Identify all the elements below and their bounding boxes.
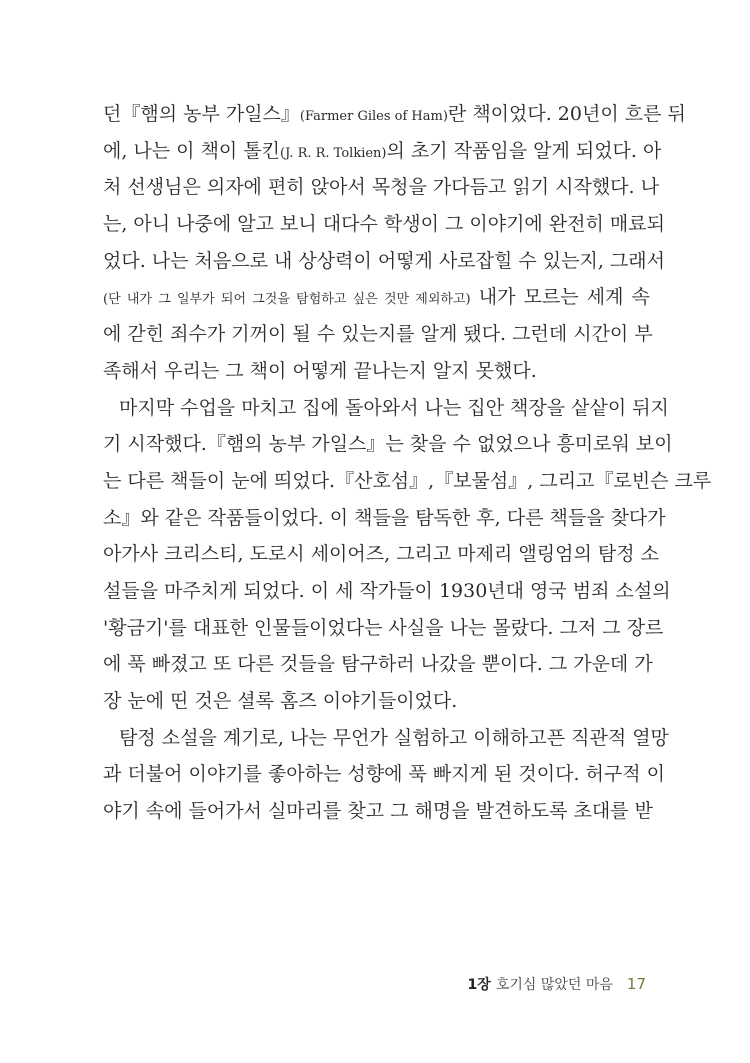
text-line: 야기 속에 들어가서 실마리를 찾고 그 해명을 발견하도록 초대를 받 (103, 800, 653, 823)
text-line: 아가사 크리스티, 도로시 세이어즈, 그리고 마제리 앨링엄의 탐정 소 (103, 543, 659, 566)
text-line: 는 다른 책들이 눈에 띄었다.『산호섬』,『보물섬』, 그리고『로빈슨 크루 (103, 469, 712, 492)
text-line: 설들을 마주치게 되었다. 이 세 작가들이 1930년대 영국 범죄 소설의 (103, 579, 671, 602)
text-line (103, 96, 686, 133)
text-line (103, 720, 669, 757)
author-name: (J. R. R. Tolkien) (280, 145, 387, 161)
text-line: 소』와 같은 작품들이었다. 이 책들을 탐독한 후, 다른 책들을 찾다가 (103, 506, 666, 529)
text-line (103, 133, 662, 170)
text-line (103, 279, 650, 316)
text-line: 에 푹 빠졌고 또 다른 것들을 탐구하러 나갔을 뿐이다. 그 가운데 가 (103, 653, 653, 676)
text-line: 처 선생님은 의자에 편히 앉아서 목청을 가다듬고 읽기 시작했다. 나 (103, 176, 659, 199)
text-line: 는, 아니 나중에 알고 보니 대다수 학생이 그 이야기에 완전히 매료되 (103, 213, 665, 236)
text-line (103, 390, 669, 427)
text-line: 기 시작했다.『햄의 농부 가일스』는 찾을 수 없었으나 흥미로워 보이 (103, 433, 673, 456)
chapter-title: 호기심 많았던 마음 (495, 977, 613, 993)
text-span: 의 초기 작품임을 알게 되었다. 아 (386, 139, 662, 162)
text-span: 란 책이었다. 20년이 흐른 뒤 (447, 103, 686, 125)
page-number: 17 (626, 975, 646, 993)
text-line: 장 눈에 띤 것은 셜록 홈즈 이야기들이었다. (103, 690, 458, 712)
text-span: 마지막 수업을 마치고 집에 돌아와서 나는 집안 책장을 샅샅이 뒤지 (119, 396, 669, 419)
parenthetical-note: (단 내가 그 일부가 되어 그것을 탐험하고 싶은 것만 제외하고) (103, 292, 471, 308)
text-line: 에 갇힌 죄수가 기꺼이 될 수 있는지를 알게 됐다. 그런데 시간이 부 (103, 323, 653, 346)
body-text (103, 96, 712, 830)
text-line: 었다. 나는 처음으로 내 상상력이 어떻게 사로잡힐 수 있는지, 그래서 (103, 249, 665, 272)
text-line: '황금기'를 대표한 인물들이었다는 사실을 나는 몰랐다. 그저 그 장르 (103, 616, 664, 639)
chapter-number: 1장 (467, 977, 491, 993)
text-span: 내가 모르는 세계 속 (470, 286, 650, 309)
english-title: (Farmer Giles of Ham) (299, 109, 448, 124)
text-span: 에, 나는 이 책이 톨킨 (103, 139, 281, 162)
page-footer (468, 972, 646, 996)
text-span: 던『햄의 농부 가일스』 (103, 103, 300, 125)
text-span: 탐정 소설을 계기로, 나는 무언가 실험하고 이해하고픈 직관적 열망 (119, 726, 669, 749)
text-line: 족해서 우리는 그 책이 어떻게 끝나는지 알지 못했다. (103, 359, 537, 382)
text-line: 과 더불어 이야기를 좋아하는 성향에 푹 빠지게 된 것이다. 허구적 이 (103, 763, 665, 786)
